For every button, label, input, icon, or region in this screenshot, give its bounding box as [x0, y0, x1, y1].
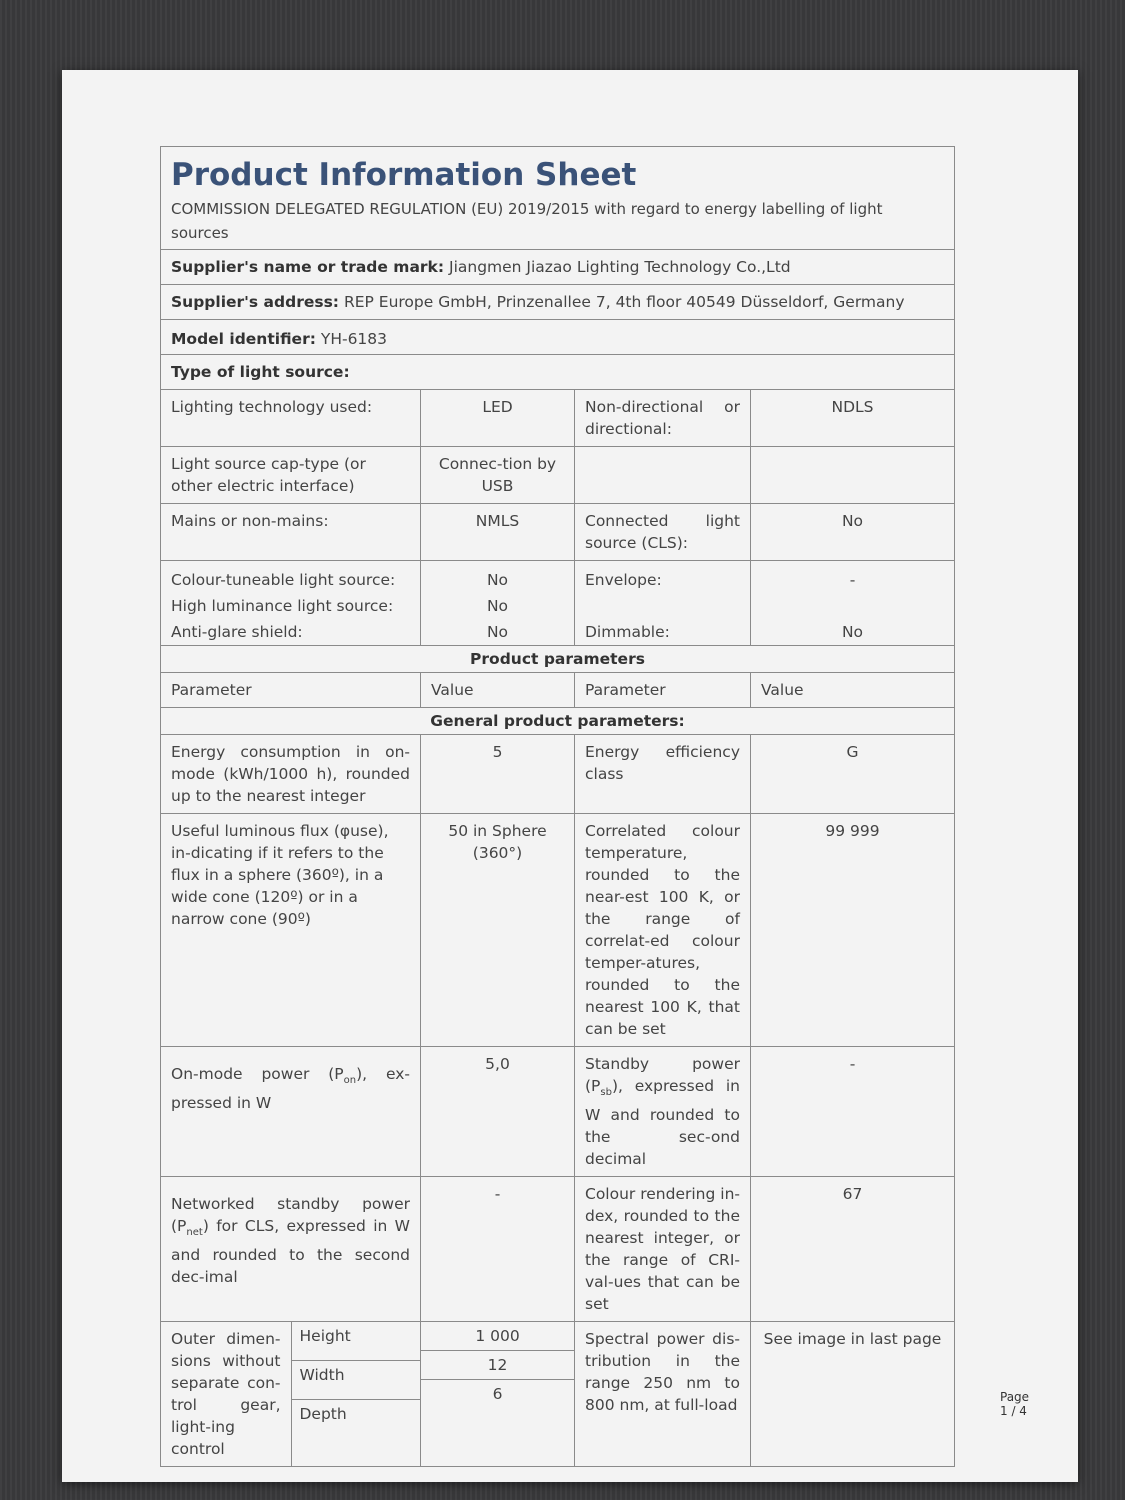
luminous-flux-label: Useful luminous flux (φuse), in-dicating if it refers to the flux in a sphere (360º), in a wide cone (120º) or in a narrow cone (90º) — [161, 814, 421, 1047]
width-label: Width — [291, 1361, 420, 1400]
model-identifier: YH-6183 — [320, 330, 388, 348]
anti-glare-label: Anti-glare shield: — [171, 623, 303, 641]
directional-label: Non-directional or directional: — [575, 390, 751, 447]
supplier-address: REP Europe GmbH, Prinzenallee 7, 4th floor 40549 Düsseldorf, Germany — [343, 293, 905, 311]
cri-label: Colour rendering in-dex, rounded to the nearest integer, or the range of CRI-val-ues that can be set — [575, 1177, 751, 1322]
on-mode-power-value: 5,0 — [421, 1047, 575, 1177]
envelope-label: Envelope: — [585, 571, 662, 589]
standby-power-label: Standby power $(P_{sb})$, expressed in W and rounded to the sec-ond decimal — [575, 1047, 751, 1177]
networked-standby-label: Networked standby power $(P_{net})$ for CLS, expressed in W and rounded to the second dec-imal — [161, 1177, 421, 1322]
networked-standby-value: - — [421, 1177, 575, 1322]
supplier-name-label: Supplier's name or trade mark: — [171, 258, 445, 276]
col-header-parameter-2: Parameter — [575, 673, 751, 708]
product-parameters-heading: Product parameters — [161, 646, 955, 673]
supplier-name: Jiangmen Jiazao Lighting Technology Co.,Ltd — [449, 258, 791, 276]
dimensions-label: Outer dimen-sions without separate con-trol gear, light-ing control — [161, 1322, 291, 1466]
header-table — [160, 146, 955, 1467]
high-luminance-value: No — [486, 597, 509, 615]
high-luminance-label: High luminance light source: — [171, 597, 394, 615]
colour-tuneable-value: No — [486, 571, 509, 589]
regulation-text: COMMISSION DELEGATED REGULATION (EU) 2019/2015 with regard to energy labelling of light sources — [171, 200, 883, 242]
width-value: 12 — [421, 1351, 574, 1380]
cls-value: No — [751, 504, 955, 561]
energy-class-value: G — [751, 735, 955, 814]
type-row — [161, 355, 955, 390]
page-title: Product Information Sheet — [171, 157, 637, 193]
cap-type-value: Connec-tion by USB — [421, 447, 575, 504]
supplier-name-row — [161, 250, 955, 285]
depth-value: 6 — [492, 1385, 503, 1404]
dimmable-value: No — [841, 623, 864, 641]
col-header-value: Value — [421, 673, 575, 708]
standby-power-value: - — [751, 1047, 955, 1177]
energy-consumption-value: 5 — [421, 735, 575, 814]
general-parameters-heading: General product parameters: — [161, 708, 955, 735]
energy-class-label: Energy efficiency class — [575, 735, 751, 814]
cct-value: 99 999 — [751, 814, 955, 1047]
supplier-address-row — [161, 285, 955, 320]
lighting-tech-label: Lighting technology used: — [161, 390, 421, 447]
colour-tuneable-label: Colour-tuneable light source: — [171, 571, 396, 589]
mains-value: NMLS — [421, 504, 575, 561]
dimmable-label: Dimmable: — [585, 623, 670, 641]
cls-label: Connected light source (CLS): — [575, 504, 751, 561]
paper-sheet — [62, 70, 1078, 1482]
col-header-parameter: Parameter — [161, 673, 421, 708]
mains-label: Mains or non-mains: — [161, 504, 421, 561]
lighting-tech-value: LED — [421, 390, 575, 447]
spectral-distribution-label: Spectral power dis-tribution in the range 250 nm to 800 nm, at full-load — [575, 1322, 751, 1467]
on-mode-power-label: On-mode power $(P_{on})$, ex-pressed in W — [161, 1047, 421, 1177]
type-label: Type of light source: — [171, 363, 350, 381]
supplier-address-label: Supplier's address: — [171, 293, 339, 311]
page-number: Page 1 / 4 — [1000, 1390, 1030, 1418]
dimensions-subtable — [161, 1322, 420, 1466]
cap-type-label: Light source cap-type (or other electric interface) — [161, 447, 421, 504]
cri-value: 67 — [751, 1177, 955, 1322]
depth-label: Depth — [299, 1405, 347, 1424]
directional-value: NDLS — [751, 390, 955, 447]
anti-glare-value: No — [486, 623, 509, 641]
envelope-value: - — [849, 571, 856, 589]
model-row — [161, 320, 955, 355]
height-value: 1 000 — [421, 1322, 574, 1351]
spectral-distribution-value: See image in last page — [751, 1322, 955, 1467]
height-label: Height — [291, 1322, 420, 1360]
model-label: Model identifier: — [171, 330, 316, 348]
cct-label: Correlated colour temperature, rounded to the near-est 100 K, or the range of correlat-ed colour temper-atures, rounded to the nearest 100 K, that can be set — [575, 814, 751, 1047]
energy-consumption-label: Energy consumption in on-mode (kWh/1000 h), rounded up to the nearest integer — [161, 735, 421, 814]
col-header-value-2: Value — [751, 673, 955, 708]
product-information-sheet — [160, 146, 1030, 1459]
luminous-flux-value: 50 in Sphere (360°) — [421, 814, 575, 1047]
